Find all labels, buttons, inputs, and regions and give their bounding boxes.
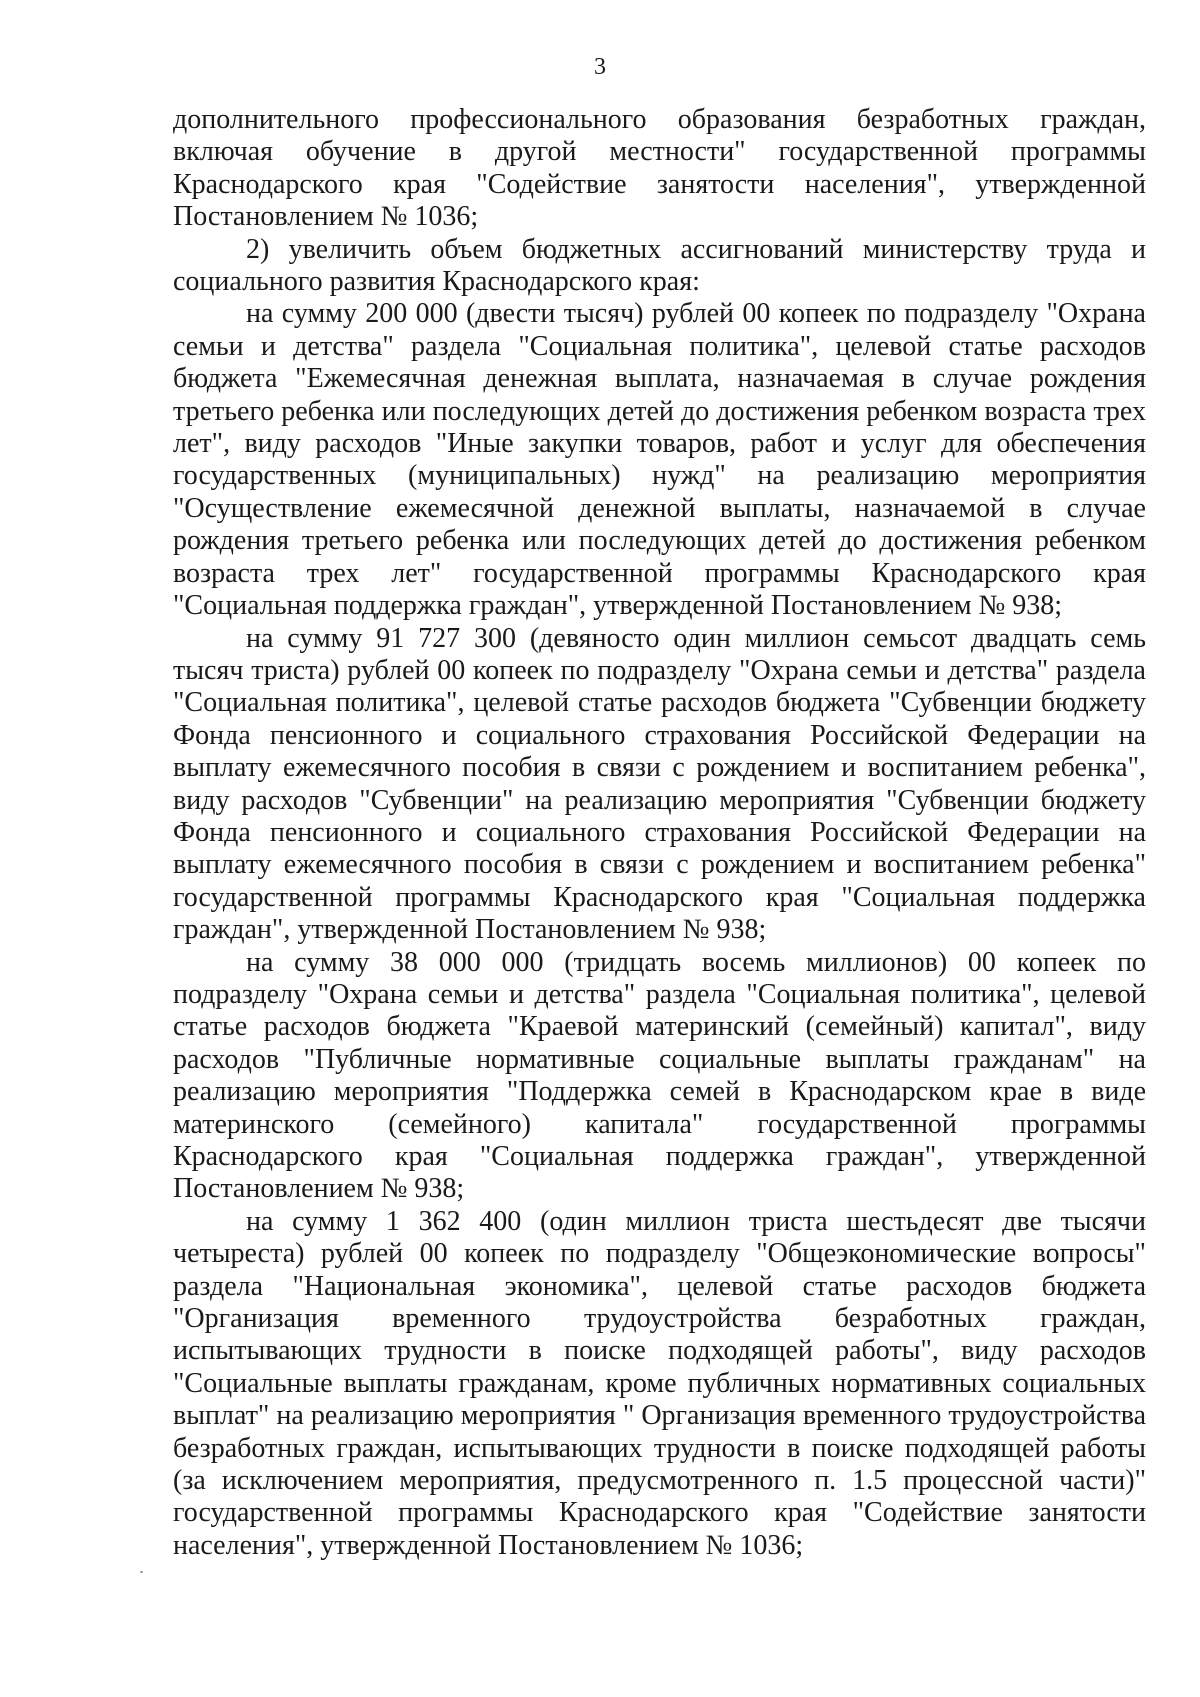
scan-speck	[140, 1571, 143, 1573]
paragraph-amount-91727300: на сумму 91 727 300 (девяносто один миллион семьсот двадцать семь тысяч триста) рублей 00 копеек по подразделу "Охрана семьи и детства" раздела "Социальная политика", целевой статье расходов бюджета "Субвенции бюджету Фонда пенсионного и социального страхования Российской Федерации на выплату ежемесячного пособия в связи с рождением и воспитанием ребенка", виду расходов "Субвенции" на реализацию мероприятия "Субвенции бюджету Фонда пенсионного и социального страхования Российской Федерации на выплату ежемесячного пособия в связи с рождением и воспитанием ребенка" государственной программы Краснодарского края "Социальная поддержка граждан", утвержденной Постановлением № 938;	[173, 622, 1146, 946]
document-body	[173, 104, 1146, 1562]
page-number: 3	[594, 54, 606, 80]
paragraph-amount-200000: на сумму 200 000 (двести тысяч) рублей 00 копеек по подразделу "Охрана семьи и детства" раздела "Социальная политика", целевой статье расходов бюджета "Ежемесячная денежная выплата, назначаемая в случае рождения третьего ребенка или последующих детей до достижения ребенком возраста трех лет", виду расходов "Иные закупки товаров, работ и услуг для обеспечения государственных (муниципальных) нужд" на реализацию мероприятия "Осуществление ежемесячной денежной выплаты, назначаемой в случае рождения третьего ребенка или последующих детей до достижения ребенком возраста трех лет" государственной программы Краснодарского края "Социальная поддержка граждан", утвержденной Постановлением № 938;	[173, 298, 1146, 622]
paragraph-continuation: дополнительного профессионального образования безработных граждан, включая обучение в другой местности" государственной программы Краснодарского края "Содействие занятости населения", утвержденной Постановлением № 1036;	[173, 104, 1146, 233]
paragraph-item-2: 2) увеличить объем бюджетных ассигнований министерству труда и социального развития Краснодарского края:	[173, 233, 1146, 298]
paragraph-amount-38000000: на сумму 38 000 000 (тридцать восемь миллионов) 00 копеек по подразделу "Охрана семьи и детства" раздела "Социальная политика", целевой статье расходов бюджета "Краевой материнский (семейный) капитал", виду расходов "Публичные нормативные социальные выплаты гражданам" на реализацию мероприятия "Поддержка семей в Краснодарском крае в виде материнского (семейного) капитала" государственной программы Краснодарского края "Социальная поддержка граждан", утвержденной Постановлением № 938;	[173, 946, 1146, 1205]
paragraph-amount-1362400: на сумму 1 362 400 (один миллион триста шестьдесят две тысячи четыреста) рублей 00 копеек по подразделу "Общеэкономические вопросы" раздела "Национальная экономика", целевой статье расходов бюджета "Организация временного трудоустройства безработных граждан, испытывающих трудности в поиске подходящей работы", виду расходов "Социальные выплаты гражданам, кроме публичных нормативных социальных выплат" на реализацию мероприятия " Организация временного трудоустройства безработных граждан, испытывающих трудности в поиске подходящей работы (за исключением мероприятия, предусмотренного п. 1.5 процессной части)" государственной программы Краснодарского края "Содействие занятости населения", утвержденной Постановлением № 1036;	[173, 1205, 1146, 1561]
